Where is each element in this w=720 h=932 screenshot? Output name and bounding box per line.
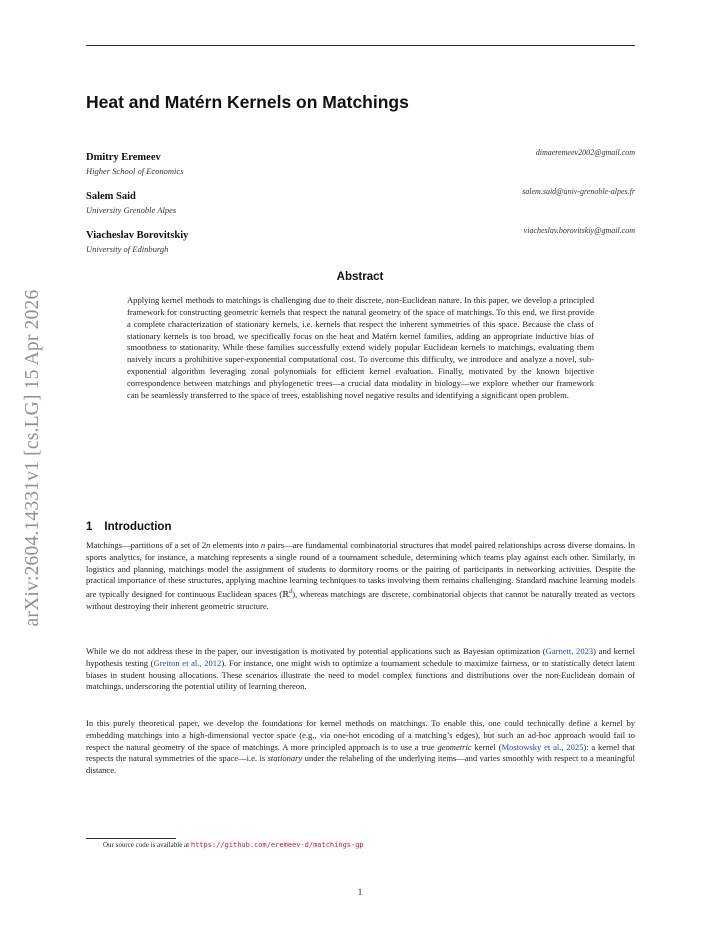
text-run: ) and kernel hypothesis testing ( bbox=[86, 646, 635, 668]
citation-link[interactable]: Garnett, 2023 bbox=[545, 646, 594, 656]
emphasis-text: geometric bbox=[437, 741, 472, 752]
footnote bbox=[103, 841, 364, 849]
emphasis-text: stationary bbox=[267, 753, 303, 764]
intro-paragraph-2 bbox=[86, 646, 635, 693]
title-top-rule bbox=[86, 45, 635, 46]
author-block-2 bbox=[86, 186, 635, 215]
math-superscript: d bbox=[289, 589, 293, 596]
text-run: ), whereas matchings are discrete, combinatorial objects that cannot be naturally treated as vectors without destroying their inherent geometric structure. bbox=[86, 589, 635, 611]
footnote-rule bbox=[86, 838, 176, 839]
author-name: Salem Said bbox=[86, 191, 136, 202]
abstract-text: Applying kernel methods to matchings is challenging due to their discrete, non-Euclidean nature. In this paper, we develop a principled framework for constructing geometric kernels that respect the natural geometry of the space of matchings. To this end, we first provide a complete characterization of stationary kernels, i.e. kernels that respect the inherent symmetries of this space. Because the class of stationary kernels is too broad, we specifically focus on the heat and Matérn kernel families, adding an appropriate inductive bias of smoothness to stationarity. While these families successfully extend widely popular Euclidean kernels to matchings, evaluating them naively incurs a prohibitive super-exponential computational cost. To overcome this difficulty, we introduce and analyze a novel, sub-exponential algorithm leveraging zonal polynomials for efficient kernel evaluation. Finally, motivated by the known bijective correspondence between matchings and phylogenetic trees—a crucial data modality in biology—we explore whether our framework can be seamlessly transferred to the space of trees, establishing novel negative results and identifying a significant open problem. bbox=[127, 295, 594, 400]
math-variable: n bbox=[206, 540, 211, 550]
intro-paragraph-1 bbox=[86, 540, 635, 613]
author-email: salem.said@univ-grenoble-alpes.fr bbox=[522, 187, 635, 196]
page-number: 1 bbox=[357, 887, 363, 897]
section-title: Introduction bbox=[104, 521, 172, 533]
text-run: pairs—are fundamental combinatorial structures that model paired relationships across diverse domains. In sports analytics, for instance, a matching represents a single round of a tournament schedule, determining which teams play against each other. Similarly, in logistics and planning, matchings model the assignment of students to dormitory rooms or the pairing of participants in networking activities. Despite the practical importance of these structures, applying machine learning techniques to tasks involving them remains challenging. Standard machine learning models are typically designed for continuous Euclidean spaces (ℝ bbox=[86, 540, 635, 600]
section-heading-introduction bbox=[86, 521, 171, 533]
author-email: viacheslav.borovitskiy@gmail.com bbox=[523, 226, 635, 235]
arxiv-identifier-stamp: arXiv:2604.14331v1 [cs.LG] 15 Apr 2026 bbox=[22, 289, 43, 627]
text-run: ). For instance, one might wish to optimize a tournament schedule to maximize fairness, or to statistically detect latent biases in student housing allocations. These scenarios illustrate the need to model complex functions and distributions over the non-Euclidean domain of matchings, underscoring the potential utility of learning thereon. bbox=[86, 657, 635, 692]
abstract-heading: Abstract bbox=[336, 271, 384, 283]
author-affiliation: University Grenoble Alpes bbox=[86, 205, 177, 215]
author-affiliation: University of Edinburgh bbox=[86, 244, 169, 254]
author-block-1 bbox=[86, 147, 635, 176]
text-run: In this purely theoretical paper, we develop the foundations for kernel methods on matchings. To enable this, one could technically define a kernel by embedding matchings into a high-dimensional vector space (e.g., via one-hot encoding of a matching’s edges), but such an ad-hoc approach would fail to respect the natural geometry of the space of matchings. A more principled approach is to use a true bbox=[86, 718, 635, 752]
text-run: While we do not address these in the paper, our investigation is motivated by potential applications such as Bayesian optimization ( bbox=[86, 646, 546, 656]
text-run: ): a kernel that respects the natural symmetries of the space—i.e. is bbox=[86, 741, 635, 764]
paper-title: Heat and Matérn Kernels on Matchings bbox=[86, 92, 409, 112]
author-name: Viacheslav Borovitskiy bbox=[86, 230, 189, 241]
text-run: elements into bbox=[210, 540, 261, 550]
footnote-text: Our source code is available at bbox=[103, 841, 191, 849]
author-block-3 bbox=[86, 225, 635, 254]
source-code-link[interactable]: https://github.com/eremeev-d/matchings-gp bbox=[190, 841, 364, 849]
text-run: under the relabeling of the underlying items—and varies smoothly with respect to a meaningful distance. bbox=[86, 753, 636, 776]
text-run: kernel ( bbox=[471, 741, 502, 752]
math-variable: n bbox=[260, 540, 266, 550]
intro-paragraph-3 bbox=[86, 718, 635, 777]
text-run: Matchings—partitions of a set of 2 bbox=[86, 540, 207, 550]
citation-link[interactable]: Mostowsky et al., 2025 bbox=[501, 741, 584, 752]
author-affiliation: Higher School of Economics bbox=[86, 166, 184, 176]
citation-link[interactable]: Gretton et al., 2012 bbox=[153, 657, 222, 668]
section-number: 1 bbox=[86, 521, 93, 533]
author-name: Dmitry Eremeev bbox=[86, 152, 161, 163]
author-email: dimaeremeev2002@gmail.com bbox=[535, 148, 635, 157]
